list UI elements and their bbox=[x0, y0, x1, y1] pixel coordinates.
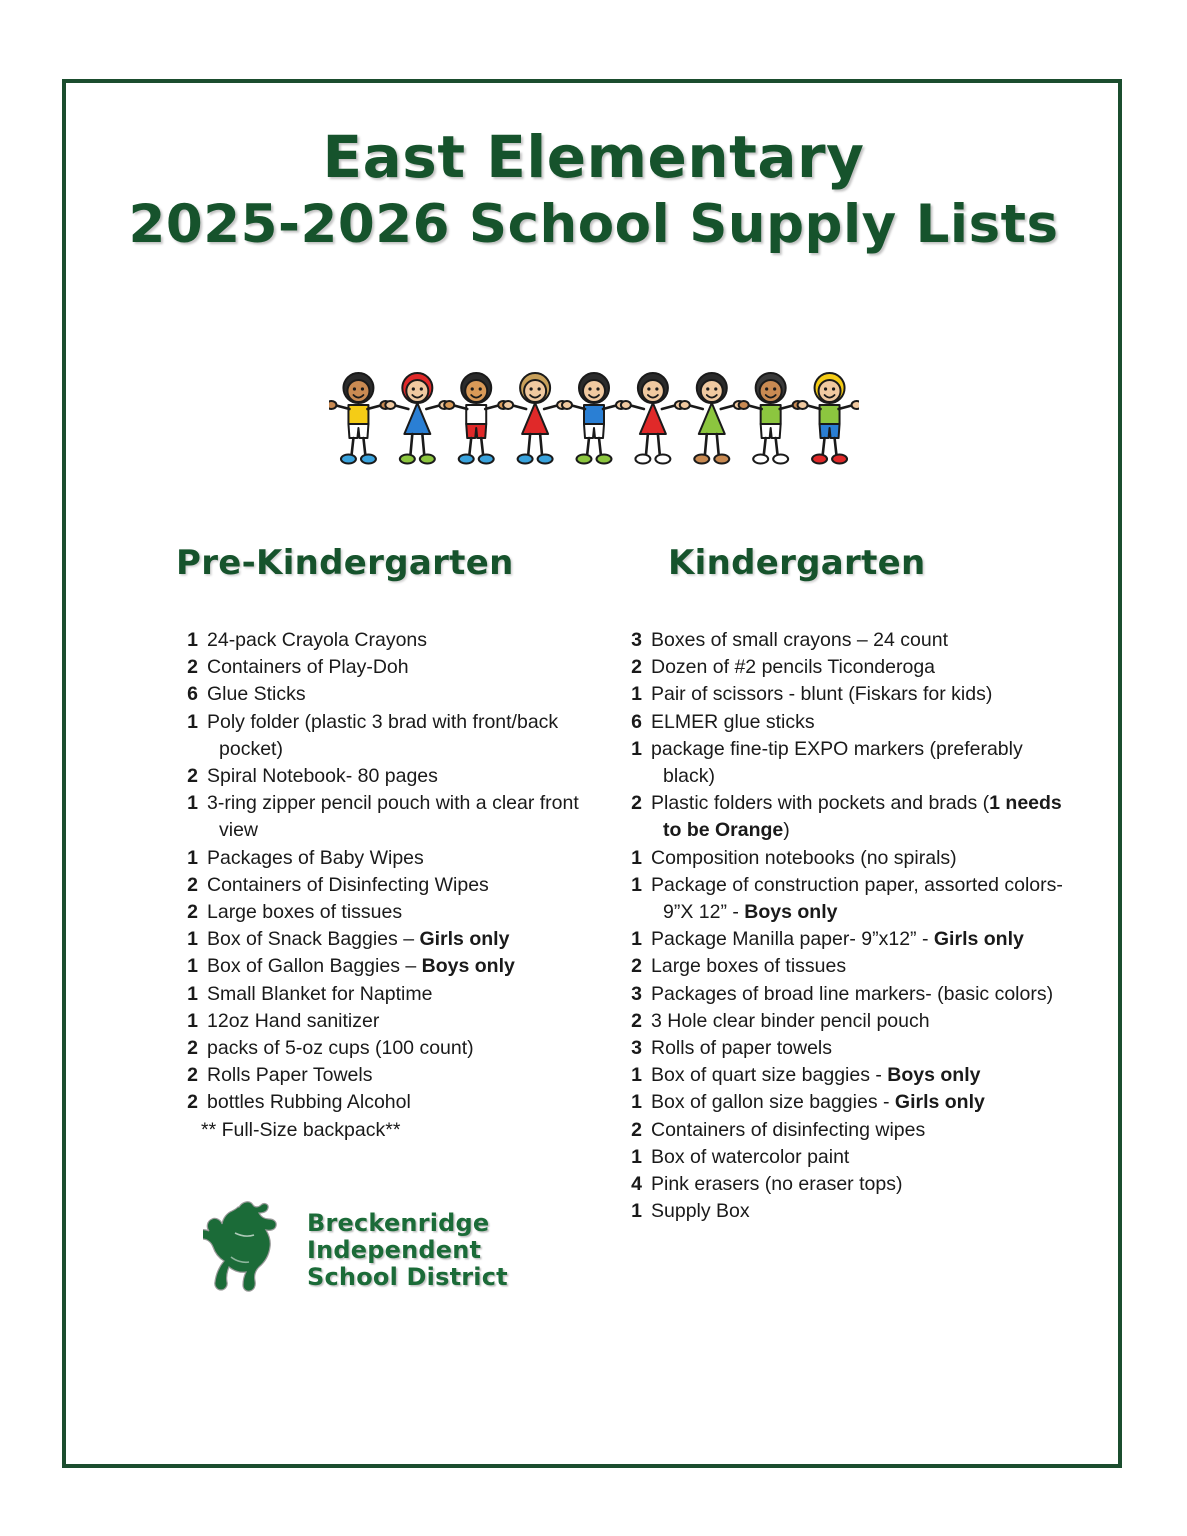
item-quantity: 2 bbox=[631, 792, 642, 815]
item-quantity: 1 bbox=[631, 737, 642, 760]
child-figure bbox=[503, 373, 567, 464]
item-description: Box of quart size baggies - Boys only bbox=[651, 1064, 981, 1087]
list-item bbox=[176, 1089, 596, 1116]
item-emphasis: Girls only bbox=[894, 1091, 985, 1114]
list-item bbox=[620, 845, 1070, 872]
item-emphasis: Girls only bbox=[419, 928, 510, 951]
item-quantity: 2 bbox=[187, 901, 198, 924]
item-quantity: 2 bbox=[187, 765, 198, 788]
list-item bbox=[620, 1198, 1070, 1225]
item-quantity: 2 bbox=[631, 955, 642, 978]
item-description: Box of Gallon Baggies – Boys only bbox=[207, 955, 515, 978]
children-clipart-svg bbox=[329, 362, 859, 477]
page-title bbox=[0, 122, 1187, 258]
list-item bbox=[176, 872, 596, 899]
list-item bbox=[176, 681, 596, 708]
list-item bbox=[176, 627, 596, 654]
item-emphasis: Boys only bbox=[421, 955, 515, 978]
list-item bbox=[620, 654, 1070, 681]
item-description: Containers of Disinfecting Wipes bbox=[207, 873, 489, 896]
list-item bbox=[620, 709, 1070, 736]
item-description: Packages of broad line markers- (basic colors) bbox=[651, 982, 1054, 1005]
item-quantity: 3 bbox=[631, 629, 642, 651]
item-quantity: 1 bbox=[631, 1064, 642, 1087]
item-description: Package Manilla paper- 9”x12” - Girls only bbox=[651, 928, 1024, 951]
item-emphasis: Boys only bbox=[744, 901, 838, 924]
logo-line-1: Breckenridge bbox=[307, 1209, 490, 1237]
item-quantity: 6 bbox=[187, 683, 198, 706]
district-logo bbox=[203, 1196, 508, 1306]
child-figure bbox=[562, 373, 626, 464]
list-item bbox=[176, 981, 596, 1008]
item-description: Box of Snack Baggies – Girls only bbox=[207, 928, 510, 951]
item-quantity: 2 bbox=[631, 656, 642, 679]
child-figure bbox=[444, 373, 508, 464]
item-description: Supply Box bbox=[651, 1200, 750, 1223]
title-school-name: East Elementary bbox=[322, 123, 865, 191]
item-description: Boxes of small crayons – 24 count bbox=[651, 629, 948, 651]
item-quantity: 1 bbox=[187, 928, 198, 951]
item-quantity: 1 bbox=[631, 1145, 642, 1168]
list-item bbox=[176, 790, 596, 844]
heading-kindergarten: Kindergarten bbox=[668, 543, 926, 583]
child-figure bbox=[385, 373, 449, 464]
list-item bbox=[176, 1008, 596, 1035]
heading-pre-kindergarten: Pre-Kindergarten bbox=[176, 543, 514, 583]
list-item bbox=[620, 1117, 1070, 1144]
item-description: Large boxes of tissues bbox=[651, 955, 847, 978]
item-emphasis: Boys only bbox=[887, 1064, 981, 1087]
item-description: Pink erasers (no eraser tops) bbox=[651, 1173, 903, 1196]
supply-lists-container bbox=[0, 543, 1187, 1303]
item-quantity: 1 bbox=[187, 955, 198, 978]
item-emphasis: 1 needs to be Orange bbox=[663, 792, 1062, 842]
list-item bbox=[176, 926, 596, 953]
item-description: Package of construction paper, assorted colors- 9”X 12” - Boys only bbox=[651, 873, 1063, 924]
supply-list-pre-kindergarten bbox=[176, 627, 596, 1144]
list-item bbox=[176, 1117, 596, 1144]
list-item bbox=[620, 1062, 1070, 1089]
item-quantity: 1 bbox=[631, 846, 642, 869]
list-item bbox=[620, 736, 1070, 790]
item-description: Dozen of #2 pencils Ticonderoga bbox=[651, 656, 936, 679]
district-logo-text bbox=[307, 1210, 507, 1291]
item-description: Poly folder (plastic 3 brad with front/back pocket) bbox=[207, 710, 559, 760]
item-quantity: 1 bbox=[187, 710, 198, 733]
item-description: Rolls of paper towels bbox=[651, 1037, 833, 1060]
item-quantity: 2 bbox=[187, 1064, 198, 1087]
item-description: Packages of Baby Wipes bbox=[207, 846, 424, 869]
list-item bbox=[176, 1062, 596, 1089]
item-description: Containers of Play-Doh bbox=[207, 656, 409, 679]
item-description: Plastic folders with pockets and brads (1 needs to be Orange) bbox=[651, 792, 1062, 842]
item-quantity: 3 bbox=[631, 982, 642, 1005]
item-quantity: 1 bbox=[187, 1009, 198, 1032]
item-description: bottles Rubbing Alcohol bbox=[207, 1091, 411, 1114]
list-item bbox=[620, 681, 1070, 708]
item-quantity: 2 bbox=[187, 656, 198, 679]
bucking-bronco-rider-icon bbox=[203, 1196, 303, 1306]
item-description: Pair of scissors - blunt (Fiskars for kids) bbox=[651, 683, 993, 706]
supply-list-kindergarten bbox=[620, 627, 1070, 1225]
list-item bbox=[620, 790, 1070, 844]
list-item bbox=[620, 627, 1070, 654]
item-description: packs of 5-oz cups (100 count) bbox=[207, 1037, 474, 1060]
list-item bbox=[620, 1144, 1070, 1171]
list-item bbox=[176, 1035, 596, 1062]
list-item bbox=[620, 872, 1070, 926]
item-description: Box of watercolor paint bbox=[651, 1145, 850, 1168]
item-quantity: 1 bbox=[187, 982, 198, 1005]
list-item bbox=[176, 654, 596, 681]
item-description: Composition notebooks (no spirals) bbox=[651, 846, 957, 869]
logo-line-3: School District bbox=[307, 1263, 508, 1291]
child-figure bbox=[739, 373, 803, 464]
item-quantity: 4 bbox=[631, 1173, 642, 1196]
item-description: 12oz Hand sanitizer bbox=[207, 1009, 380, 1032]
list-item bbox=[620, 1171, 1070, 1198]
child-figure bbox=[621, 373, 685, 464]
item-description: Rolls Paper Towels bbox=[207, 1064, 373, 1087]
item-emphasis: Girls only bbox=[933, 928, 1024, 951]
child-figure bbox=[329, 373, 390, 464]
item-description: package fine-tip EXPO markers (preferably black) bbox=[651, 737, 1023, 788]
item-description: ELMER glue sticks bbox=[651, 710, 815, 733]
children-holding-hands-icon bbox=[329, 362, 859, 477]
item-description: 3 Hole clear binder pencil pouch bbox=[651, 1009, 930, 1032]
list-item bbox=[176, 763, 596, 790]
bronco-svg bbox=[203, 1196, 303, 1306]
item-description: Glue Sticks bbox=[207, 683, 306, 706]
list-item bbox=[620, 981, 1070, 1008]
list-item bbox=[620, 926, 1070, 953]
item-quantity: 6 bbox=[631, 710, 642, 733]
item-description: Small Blanket for Naptime bbox=[207, 982, 433, 1005]
item-quantity: 1 bbox=[631, 683, 642, 706]
item-quantity: 2 bbox=[187, 873, 198, 896]
item-quantity: 3 bbox=[631, 1037, 642, 1060]
item-description: 3-ring zipper pencil pouch with a clear front view bbox=[207, 792, 579, 842]
item-quantity: 1 bbox=[631, 928, 642, 951]
column-pre-kindergarten bbox=[176, 543, 596, 1144]
item-description: Large boxes of tissues bbox=[207, 901, 403, 924]
item-quantity: 1 bbox=[187, 846, 198, 869]
list-item bbox=[176, 899, 596, 926]
item-quantity: 2 bbox=[631, 1009, 642, 1032]
column-kindergarten bbox=[620, 543, 1070, 1225]
item-quantity: 1 bbox=[631, 873, 642, 896]
list-item bbox=[176, 953, 596, 980]
item-quantity: 1 bbox=[187, 629, 198, 651]
item-description: Containers of disinfecting wipes bbox=[651, 1118, 926, 1141]
list-item bbox=[620, 1089, 1070, 1116]
item-description: Spiral Notebook- 80 pages bbox=[207, 765, 438, 788]
logo-line-2: Independent bbox=[307, 1236, 482, 1264]
item-quantity: 2 bbox=[187, 1037, 198, 1060]
list-item bbox=[620, 1035, 1070, 1062]
item-quantity: 1 bbox=[187, 792, 198, 815]
list-item bbox=[620, 953, 1070, 980]
list-item bbox=[176, 845, 596, 872]
child-figure bbox=[680, 373, 744, 464]
item-quantity: 2 bbox=[187, 1091, 198, 1114]
item-quantity: 1 bbox=[631, 1091, 642, 1114]
item-quantity: 2 bbox=[631, 1118, 642, 1141]
item-description: 24-pack Crayola Crayons bbox=[207, 629, 428, 651]
child-figure bbox=[798, 373, 859, 464]
list-item bbox=[620, 1008, 1070, 1035]
title-subtitle: 2025-2026 School Supply Lists bbox=[128, 194, 1059, 255]
list-item bbox=[176, 709, 596, 763]
item-quantity: 1 bbox=[631, 1200, 642, 1223]
item-description: Box of gallon size baggies - Girls only bbox=[651, 1091, 985, 1114]
item-description: ** Full-Size backpack** bbox=[201, 1118, 401, 1141]
